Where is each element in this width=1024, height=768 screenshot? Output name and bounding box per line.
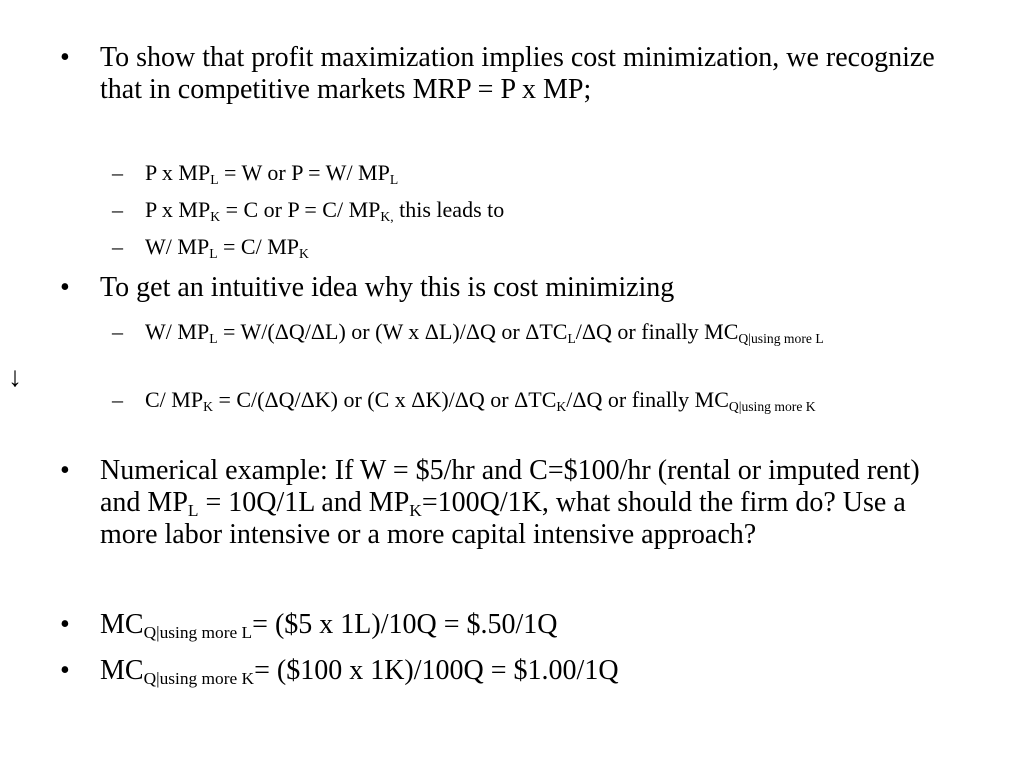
dash-icon: – bbox=[112, 197, 123, 222]
bullet-text: To show that profit maximization implies cost minimization, we recognize that in competitive markets MRP = P x MP; bbox=[100, 42, 935, 105]
sub-item-text: P x $MP_L = W$ or P = W/ $MP_L$ bbox=[145, 160, 399, 187]
sub-item-text: W/ $MP_L = W/(\Delta Q/\Delta L)$ or (W x ΔL)/ΔQ or $\Delta TC_L/\Delta Q$ or finally $MC_{Q|using more L}$ bbox=[145, 319, 824, 346]
down-arrow-icon: ↓ bbox=[8, 362, 22, 393]
bullet-dot-icon: • bbox=[60, 455, 70, 486]
dash-icon: – bbox=[112, 160, 123, 185]
sub-item-mc-capital bbox=[112, 386, 912, 413]
bullet-dot-icon: • bbox=[60, 272, 70, 303]
bullet-item-mc-capital-result bbox=[60, 655, 940, 687]
bullet-dot-icon: • bbox=[60, 42, 70, 73]
sub-item-mc-labor bbox=[112, 318, 912, 345]
sub-item-equalized-ratio bbox=[112, 233, 912, 260]
sub-item-rental-condition bbox=[112, 196, 912, 223]
bullet-text: Numerical example: If W = $5/hr and C=$100/hr (rental or imputed rent) and $MP_L = 10Q/1L$ and $MP_K=100Q/1K$, what should the firm do? Use a more labor intensive or a more capital intensive approach? bbox=[100, 455, 920, 550]
sub-item-text: C/ $MP_K = C/(\Delta Q/\Delta K)$ or (C x ΔK)/ΔQ or $\Delta TC_K/\Delta Q$ or finally $MC_{Q|using more K}$ bbox=[145, 387, 816, 414]
bullet-item-profit-maximization bbox=[60, 42, 940, 106]
sub-item-text: W/ $MP_L = C/$ $MP_K$ bbox=[145, 234, 309, 261]
bullet-text: $MC_{Q|using more L}=$ ($5 x 1L)/10Q = $.50/1Q bbox=[100, 609, 558, 642]
dash-icon: – bbox=[112, 234, 123, 259]
bullet-text: To get an intuitive idea why this is cost minimizing bbox=[100, 272, 675, 303]
bullet-item-mc-labor-result bbox=[60, 609, 940, 641]
bullet-dot-icon: • bbox=[60, 609, 70, 640]
dash-icon: – bbox=[112, 387, 123, 412]
bullet-item-numerical-example bbox=[60, 455, 940, 551]
dash-icon: – bbox=[112, 319, 123, 344]
bullet-text: $MC_{Q|using more K}=$ ($100 x 1K)/100Q = $1.00/1Q bbox=[100, 655, 619, 688]
bullet-item-intuitive-idea bbox=[60, 272, 940, 304]
sub-item-text: P x $MP_K = C$ or P = C/ $MP_{K,}$ this leads to bbox=[145, 197, 505, 224]
sub-item-wage-condition bbox=[112, 159, 912, 186]
bullet-dot-icon: • bbox=[60, 655, 70, 686]
